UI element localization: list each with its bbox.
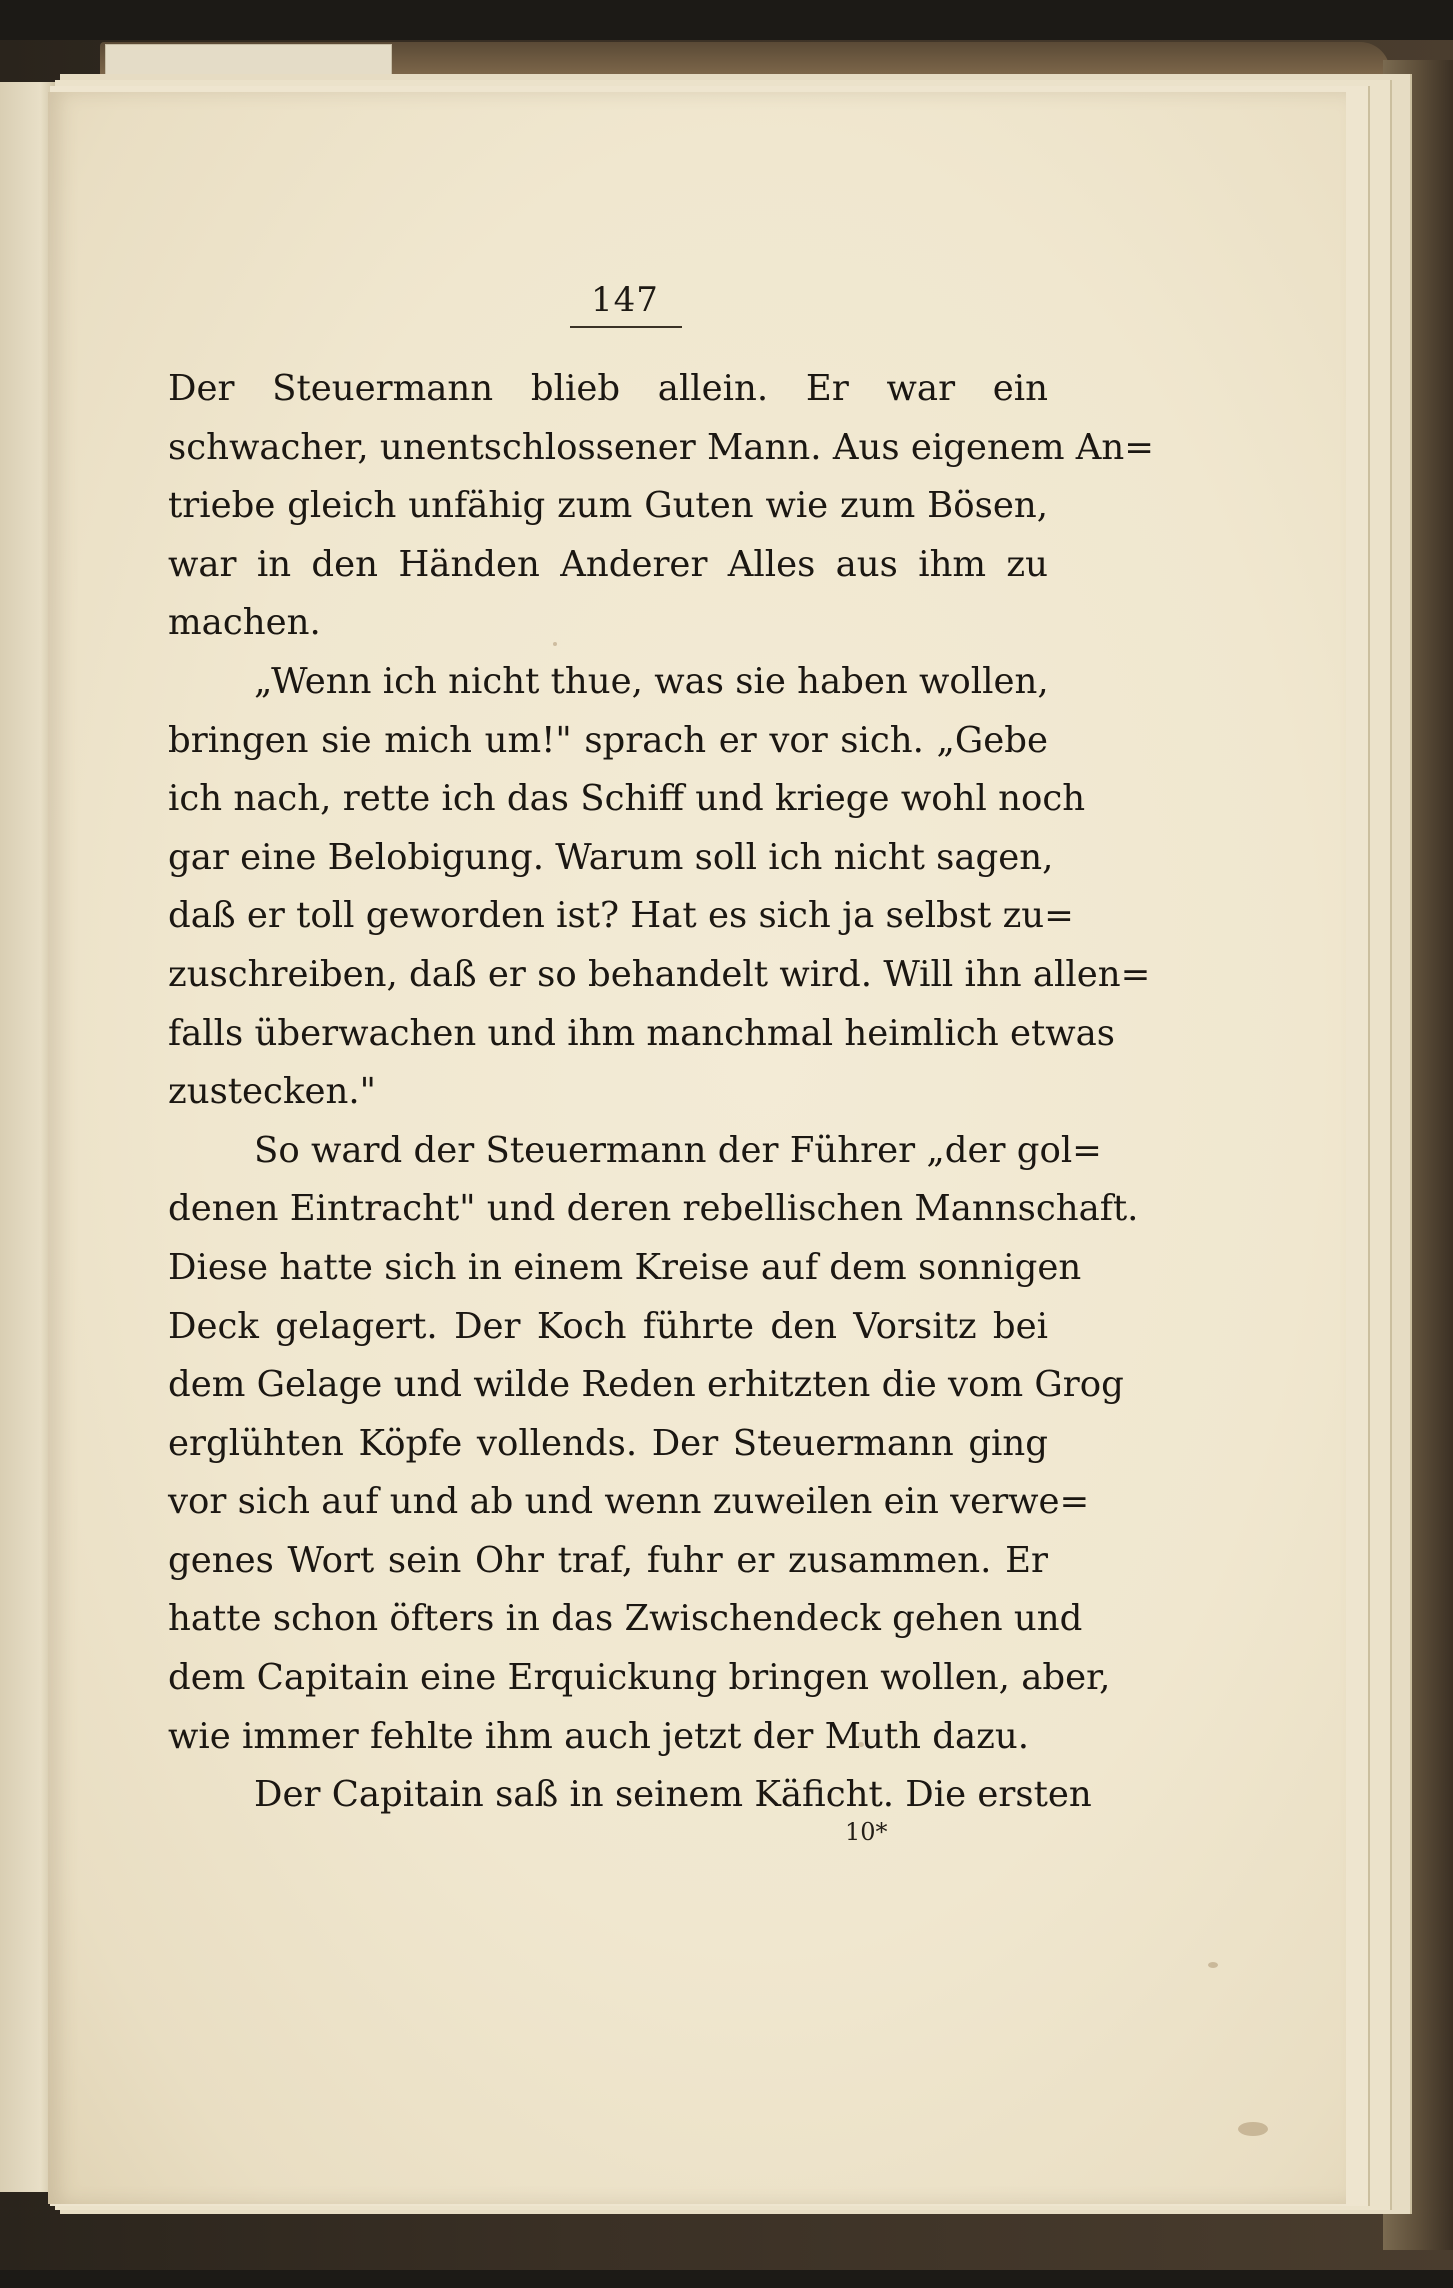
body-text — [168, 360, 1155, 1825]
text-line: wie immer fehlte ihm auch jetzt der Muth dazu. — [168, 1715, 1030, 1757]
text-line: hatte schon öfters in das Zwischendeck gehen und — [168, 1598, 1083, 1640]
signature-mark: 10* — [845, 1818, 888, 1846]
paper-stain — [1238, 2122, 1268, 2136]
text-line: war in den Händen Anderer Alles aus ihm zu — [168, 543, 1048, 585]
paper-speck — [1208, 1962, 1218, 1968]
text-line: dem Capitain eine Erquickung bringen wollen, aber, — [168, 1657, 1111, 1699]
text-line: Der Capitain saß in seinem Käficht. Die ersten — [254, 1774, 1092, 1816]
text-line: falls überwachen und ihm manchmal heimlich etwas — [168, 1012, 1116, 1054]
text-line: daß er toll geworden ist? Hat es sich ja selbst zu= — [168, 895, 1074, 937]
text-line: gar eine Belobigung. Warum soll ich nicht sagen, — [168, 836, 1054, 878]
text-line: schwacher, unentschlossener Mann. Aus eigenem An= — [168, 426, 1155, 468]
text-line: machen. — [168, 602, 321, 644]
text-line: erglühten Köpfe vollends. Der Steuermann ging — [168, 1422, 1048, 1464]
text-line: zuschreiben, daß er so behandelt wird. Will ihn allen= — [168, 953, 1151, 995]
text-line: Der Steuermann blieb allein. Er war ein — [168, 368, 1048, 409]
text-line: denen Eintracht" und deren rebellischen Mannschaft. — [168, 1188, 1139, 1230]
text-line: „Wenn ich nicht thue, was sie haben wollen, — [254, 660, 1049, 702]
page-number: 147 — [591, 280, 659, 320]
text-line: ich nach, rette ich das Schiff und kriege wohl noch — [168, 778, 1086, 820]
text-line: vor sich auf und ab und wenn zuweilen ein verwe= — [168, 1481, 1090, 1523]
text-line: triebe gleich unfähig zum Guten wie zum Bösen, — [168, 485, 1048, 527]
header-rule — [570, 326, 682, 328]
text-line: Diese hatte sich in einem Kreise auf dem sonnigen — [168, 1246, 1082, 1288]
text-line: So ward der Steuermann der Führer „der gol= — [254, 1129, 1102, 1171]
text-line: dem Gelage und wilde Reden erhitzten die vom Grog — [168, 1364, 1124, 1406]
text-line: Deck gelagert. Der Koch führte den Vorsitz bei — [168, 1305, 1048, 1347]
text-line: genes Wort sein Ohr traf, fuhr er zusammen. Er — [168, 1539, 1048, 1581]
text-line: bringen sie mich um!" sprach er vor sich. „Gebe — [168, 719, 1048, 761]
text-line: zustecken." — [168, 1071, 376, 1113]
